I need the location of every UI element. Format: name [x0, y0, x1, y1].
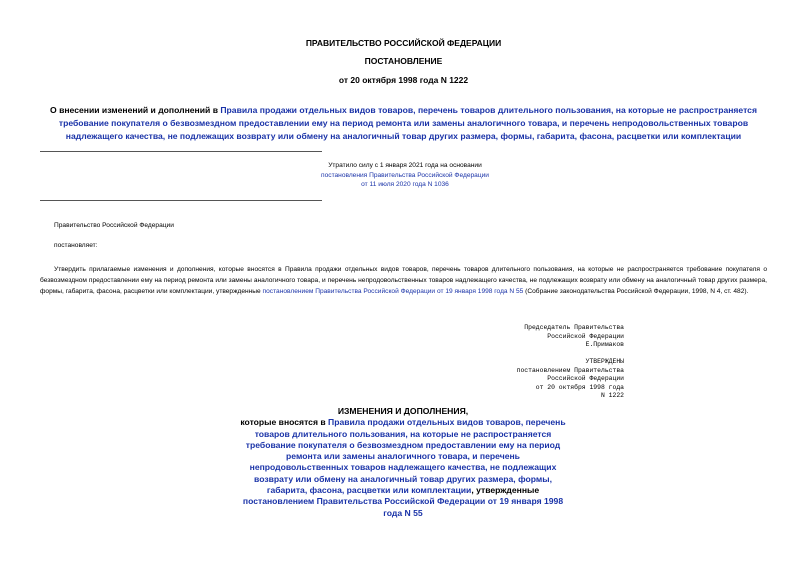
government-intro: Правительство Российской Федерации: [54, 222, 174, 229]
divider-top: [40, 151, 322, 152]
changes-prefix: которые вносятся в: [240, 417, 329, 428]
changes-title: [240, 406, 566, 519]
government-heading: ПРАВИТЕЛЬСТВО РОССИЙСКОЙ ФЕДЕРАЦИИ: [305, 38, 502, 48]
changes-resolution-link[interactable]: постановлением Правительства Российской Федерации от 19 января 1998 года N 55: [242, 496, 564, 518]
rules-link[interactable]: Правила продажи отдельных видов товаров, перечень товаров длительного пользования, на которые не распространяется требование покупателя о безвозмездном предоставлении ему на период ремонта или замены аналогичного товара, и перечень непродовольственных товаров надлежащего качества, не подлежащих возврату или обмену на аналогичный товар других размера, формы, габарита, фасона, расцветки или комплектации: [58, 105, 757, 141]
approval-heading: УТВЕРЖДЕНЫ: [585, 358, 624, 365]
changes-heading: ИЗМЕНЕНИЯ И ДОПОЛНЕНИЯ,: [337, 406, 469, 416]
repeal-note-text: Утратило силу с 1 января 2021 года на основании: [328, 162, 482, 169]
signature-country: Российской Федерации: [547, 332, 624, 340]
changes-middle: , утвержденные: [471, 485, 540, 496]
body-text-start: Утвердить прилагаемые изменения и дополнения, которые вносятся в Правила продажи отдельных видов товаров, перечень товаров длительного пользования, на которые не распространяется требование покупателя о безвозмездном предоставлении ему на период ремонта или замены аналогичного товара, и перечень непродовольственных товаров надлежащего качества, не подлежащих возврату или обмену на аналогичный товар других размера, формы, габарита, фасона, расцветки или комплектации, утвержденные: [40, 266, 767, 295]
signature-name: Е.Примаков: [585, 341, 624, 349]
decree-word: постановляет:: [54, 242, 98, 249]
divider-bottom: [40, 200, 322, 201]
approval-line-3: Российской Федерации: [547, 375, 624, 383]
changes-rules-link[interactable]: Правила продажи отдельных видов товаров, перечень товаров длительного пользования, на которые не распространяется требование покупателя о безвозмездном предоставлении ему на период ремонта или замены аналогичного товара, и перечень непродовольственных товаров надлежащего качества, не подлежащих возврату или обмену на аналогичный товар других размера, формы, габарита, фасона, расцветки или комплектации: [245, 417, 566, 496]
approval-line-5: N 1222: [600, 392, 624, 400]
document-date: от 20 октября 1998 года N 1222: [338, 75, 469, 85]
resolution-55-link[interactable]: постановлением Правительства Российской Федерации от 19 января 1998 года N 55: [262, 288, 524, 295]
repeal-note: [300, 161, 510, 190]
signature-position: Председатель Правительства: [524, 324, 624, 331]
body-text-end: (Собрание законодательства Российской Федерации, 1998, N 4, ст. 482).: [523, 288, 749, 295]
signature-block: [470, 324, 624, 350]
approval-line-4: от 20 октября 1998 года: [535, 383, 624, 391]
repeal-decree-link[interactable]: постановления Правительства Российской Федерации: [321, 171, 489, 179]
repeal-decree-date-link[interactable]: от 11 июля 2020 года N 1036: [361, 181, 449, 189]
title-prefix: О внесении изменений и дополнений в: [50, 105, 221, 115]
document-type: ПОСТАНОВЛЕНИЕ: [364, 56, 443, 66]
body-paragraph: [40, 264, 767, 297]
approval-block: [470, 358, 624, 401]
document-title: [40, 104, 767, 143]
approval-line-2: постановлением Правительства: [516, 366, 624, 374]
